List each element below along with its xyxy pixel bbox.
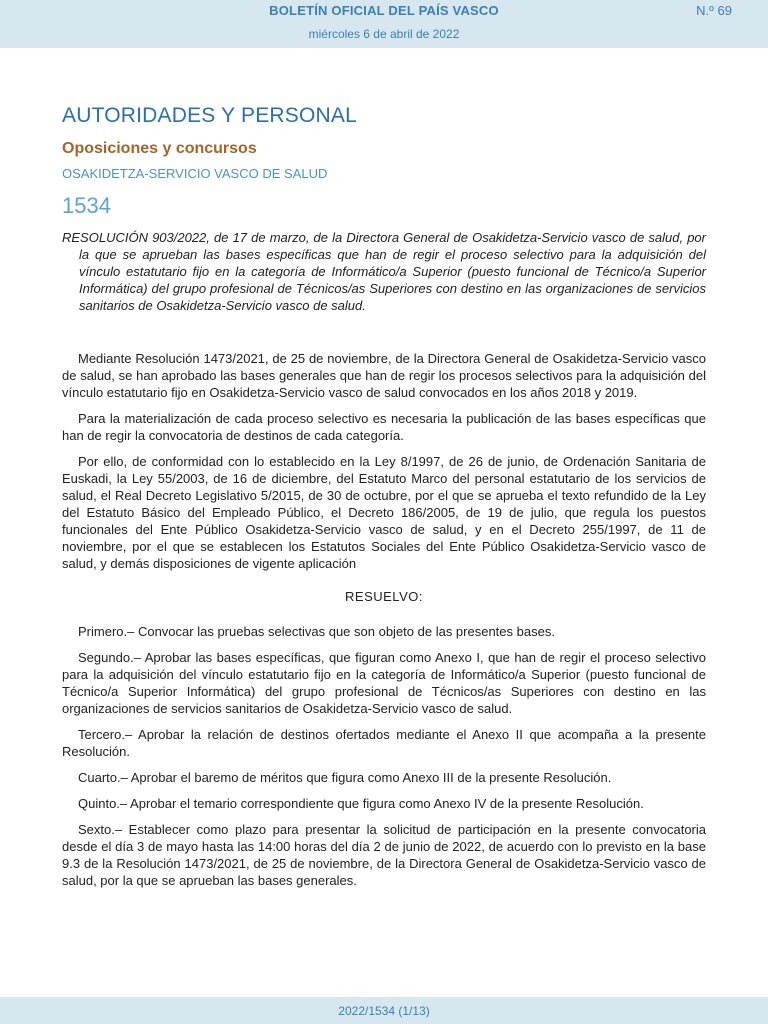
subsection-title: Oposiciones y concursos	[62, 140, 257, 157]
article-tercero: Tercero.– Aprobar la relación de destinos ofertados mediante el Anexo II que acompaña a la presente Resolución.	[62, 727, 706, 759]
document-number: 1534	[62, 193, 111, 218]
gazette-title: BOLETÍN OFICIAL DEL PAÍS VASCO	[269, 3, 499, 18]
publication-date: miércoles 6 de abril de 2022	[308, 27, 460, 41]
section-title: AUTORIDADES Y PERSONAL	[62, 104, 357, 127]
article-quinto: Quinto.– Aprobar el temario correspondiente que figura como Anexo IV de la presente Resolución.	[78, 796, 644, 811]
article-primero: Primero.– Convocar las pruebas selectivas que son objeto de las presentes bases.	[78, 624, 555, 639]
issuing-organism: OSAKIDETZA-SERVICIO VASCO DE SALUD	[62, 166, 328, 181]
paragraph-2: Para la materialización de cada proceso selectivo es necesaria la publicación de las bases específicas que han de regir la convocatoria de destinos de cada categoría.	[62, 411, 706, 443]
paragraph-1: Mediante Resolución 1473/2021, de 25 de noviembre, de la Directora General de Osakidetza-Servicio vasco de salud, se han aprobado las bases generales que han de regir los procesos selectivos para la adquisición del vínculo estatutario fijo en Osakidetza-Servicio vasco de salud convocados en los años 2018 y 2019.	[62, 351, 706, 400]
article-segundo: Segundo.– Aprobar las bases específicas, que figuran como Anexo I, que han de regir el proceso selectivo para la adquisición del vínculo estatutario fijo en la categoría de Informático/a Superior (puesto funcional de Técnico/a Superior Informática) del grupo profesional de Técnicos/as Superiores con destino en las organizaciones de servicios sanitarios de Osakidetza-Servicio vasco de salud.	[62, 650, 706, 716]
article-sexto: Sexto.– Establecer como plazo para presentar la solicitud de participación en la presente convocatoria desde el día 3 de mayo hasta las 14:00 horas del día 2 de junio de 2022, de acuerdo con lo previsto en la base 9.3 de la Resolución 1473/2021, de 25 de noviembre, de la Directora General de Osakidetza-Servicio vasco de salud, por la que se aprueban las bases generales.	[62, 822, 706, 888]
page-reference: 2022/1534 (1/13)	[338, 1004, 430, 1018]
document-body	[62, 350, 706, 898]
resolution-summary: RESOLUCIÓN 903/2022, de 17 de marzo, de la Directora General de Osakidetza-Servicio vasco de salud, por la que se aprueban las bases específicas que han de regir el proceso selectivo para la adquisición del vínculo estatutario fijo en la categoría de Informático/a Superior (puesto funcional de Técnico/a Superior Informática) del grupo profesional de Técnicos/as Superiores con destino en las organizaciones de servicios sanitarios de Osakidetza-Servicio vasco de salud.	[62, 230, 706, 313]
issue-number: N.º 69	[696, 3, 732, 18]
paragraph-3: Por ello, de conformidad con lo establecido en la Ley 8/1997, de 26 de junio, de Ordenación Sanitaria de Euskadi, la Ley 55/2003, de 16 de diciembre, del Estatuto Marco del personal estatutario de los servicios de salud, el Real Decreto Legislativo 5/2015, de 30 de octubre, por el que se aprueba el texto refundido de la Ley del Estatuto Básico del Empleado Público, el Decreto 186/2005, de 19 de julio, que regula los puestos funcionales del Ente Público Osakidetza-Servicio vasco de salud, y en el Decreto 255/1997, de 11 de noviembre, por el que se establecen los Estatutos Sociales del Ente Público Osakidetza-Servicio vasco de salud, y demás disposiciones de vigente aplicación	[62, 454, 706, 571]
resuelvo-heading: RESUELVO:	[345, 589, 423, 604]
article-cuarto: Cuarto.– Aprobar el baremo de méritos que figura como Anexo III de la presente Resolución.	[78, 770, 612, 785]
